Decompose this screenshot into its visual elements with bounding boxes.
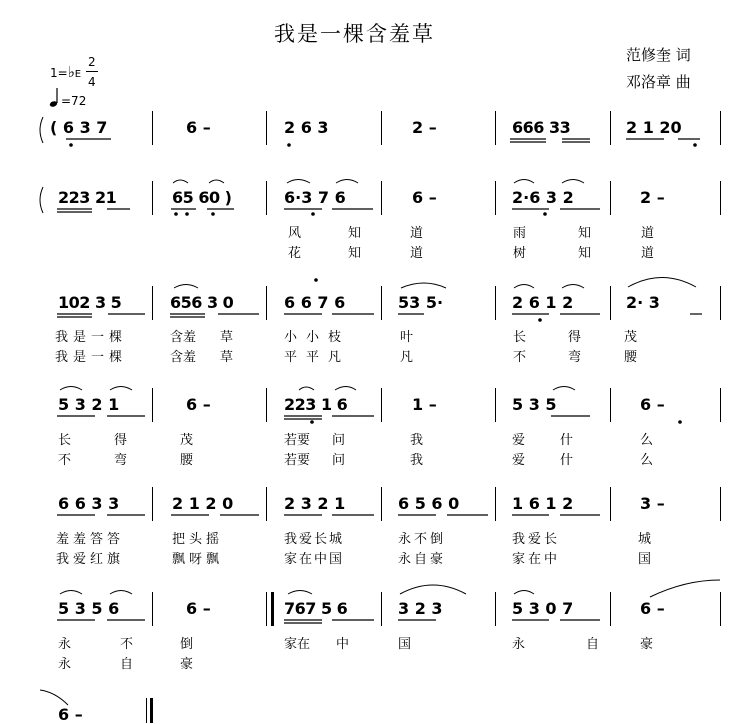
measure: 2·6 3 2 — [512, 188, 574, 207]
lyric: 长 — [513, 330, 527, 345]
tempo-marking: =72 — [61, 94, 87, 108]
lyric: 家在 — [284, 637, 311, 652]
lyric: 道 — [641, 226, 655, 241]
lyric: 草 — [220, 330, 234, 345]
lyric: 爱 — [512, 433, 526, 448]
measure: 6 – — [186, 395, 211, 414]
lyric: 倒 — [180, 637, 194, 652]
measure: 5 3 5 — [512, 395, 557, 414]
measure: 3 2 3 — [398, 599, 443, 618]
measure: 6 – — [186, 599, 211, 618]
measure: 102 3 5 — [58, 293, 122, 312]
measure: 666 33 — [512, 118, 571, 137]
lyric: 永不倒 — [398, 532, 447, 547]
measure: 6 – — [412, 188, 437, 207]
flat-symbol: ♭ — [67, 63, 75, 81]
lyric: 家在中 — [512, 552, 561, 567]
lyric: 平平凡 — [284, 350, 351, 365]
measure: 2 – — [640, 188, 665, 207]
lyric: 问 — [332, 433, 346, 448]
lyric: 家在中国 — [284, 552, 345, 567]
lyric: 含羞 — [170, 350, 197, 365]
lyric: 小小枝 — [284, 330, 351, 345]
time-signature-top: 2 — [88, 55, 96, 69]
measure: 2 3 2 1 — [284, 494, 346, 513]
composer-credit: 邓洛章 曲 — [626, 73, 691, 91]
lyric: 叶 — [400, 330, 414, 345]
measure: 2 6 1 2 — [512, 293, 574, 312]
lyric: 什 — [560, 453, 574, 468]
measure: 65 60 ) — [172, 188, 232, 207]
lyric: 知 — [348, 226, 362, 241]
lyric: 永自豪 — [398, 552, 447, 567]
lyric: 雨 — [513, 226, 527, 241]
measure: 2· 3 — [626, 293, 660, 312]
lyric: 什 — [560, 433, 574, 448]
lyric: 爱 — [512, 453, 526, 468]
measure: 3 – — [640, 494, 665, 513]
lyric: 豪 — [180, 657, 194, 672]
measure: 6 – — [640, 599, 665, 618]
lyric: 么 — [640, 453, 654, 468]
lyric: 含羞 — [170, 330, 197, 345]
lyric: 知 — [348, 246, 362, 261]
measure: 5 3 5 6 — [58, 599, 120, 618]
lyric: 问 — [332, 453, 346, 468]
key-note: E — [74, 69, 82, 80]
lyric: 茂 — [180, 433, 194, 448]
lyric: 豪 — [640, 637, 654, 652]
measure: 2 1 2 0 — [172, 494, 234, 513]
lyric: 永 — [58, 657, 72, 672]
measure: 656 3 0 — [170, 293, 234, 312]
measure: 767 5 6 — [284, 599, 348, 618]
lyric: 不 — [120, 637, 134, 652]
lyric: 知 — [578, 226, 592, 241]
lyric: 风 — [288, 226, 302, 241]
measure: 2 6 3 — [284, 118, 329, 137]
lyric: 腰 — [180, 453, 194, 468]
lyric: 茂 — [624, 330, 638, 345]
lyric: 城 — [638, 532, 652, 547]
measure: 53 5· — [398, 293, 444, 312]
lyric: 我爱长 — [512, 532, 561, 547]
lyric: 永 — [512, 637, 526, 652]
measure: 5 3 0 7 — [512, 599, 574, 618]
measure: 6 5 6 0 — [398, 494, 460, 513]
song-title: 我是一棵含羞草 — [274, 22, 435, 46]
lyric: 草 — [220, 350, 234, 365]
measure: 1 6 1 2 — [512, 494, 574, 513]
lyric: 把头摇 — [172, 532, 224, 547]
lyric: 不 — [513, 350, 527, 365]
lyric: 树 — [513, 246, 527, 261]
lyric: 若要 — [284, 453, 311, 468]
measure: 6 – — [186, 118, 211, 137]
measure: 6 6 3 3 — [58, 494, 120, 513]
time-signature-bottom: 4 — [88, 75, 96, 89]
lyric: 花 — [288, 246, 302, 261]
measure: 1 – — [412, 395, 437, 414]
lyric: 我是一棵 — [55, 330, 128, 345]
lyric: 弯 — [568, 350, 582, 365]
lyric: 自 — [586, 637, 600, 652]
measure: 6 – — [58, 705, 83, 724]
lyric: 不 — [58, 453, 72, 468]
measure: 6 6 7 6 — [284, 293, 346, 312]
lyricist-credit: 范修奎 词 — [626, 46, 691, 64]
lyric: 若要 — [284, 433, 311, 448]
lyric: 得 — [114, 433, 128, 448]
lyric: 道 — [641, 246, 655, 261]
lyric: 么 — [640, 433, 654, 448]
measure: 6 – — [640, 395, 665, 414]
lyric: 道 — [410, 246, 424, 261]
lyric: 我是一棵 — [55, 350, 128, 365]
lyric: 我 — [410, 433, 424, 448]
measure: 5 3 2 1 — [58, 395, 120, 414]
measure: ( 6 3 7 — [50, 118, 108, 137]
measure: 223 21 — [58, 188, 117, 207]
lyric: 飘呀飘 — [172, 552, 224, 567]
lyric: 凡 — [400, 350, 414, 365]
measure: 6·3 7 6 — [284, 188, 346, 207]
lyric: 永 — [58, 637, 72, 652]
measure: 2 1 20 — [626, 118, 682, 137]
lyric: 中 — [336, 637, 350, 652]
lyric: 腰 — [624, 350, 638, 365]
lyric: 道 — [410, 226, 424, 241]
lyric: 国 — [638, 552, 652, 567]
lyric: 我 — [410, 453, 424, 468]
key-prefix: 1= — [50, 66, 68, 80]
lyric: 自 — [120, 657, 134, 672]
measure: 2 – — [412, 118, 437, 137]
lyric: 长 — [58, 433, 72, 448]
lyric: 弯 — [114, 453, 128, 468]
lyric: 我爱长城 — [284, 532, 345, 547]
lyric: 羞羞答答 — [56, 532, 125, 547]
lyric: 得 — [568, 330, 582, 345]
lyric: 国 — [398, 637, 412, 652]
measure: 223 1 6 — [284, 395, 348, 414]
lyric: 我爱红旗 — [56, 552, 125, 567]
lyric: 知 — [578, 246, 592, 261]
